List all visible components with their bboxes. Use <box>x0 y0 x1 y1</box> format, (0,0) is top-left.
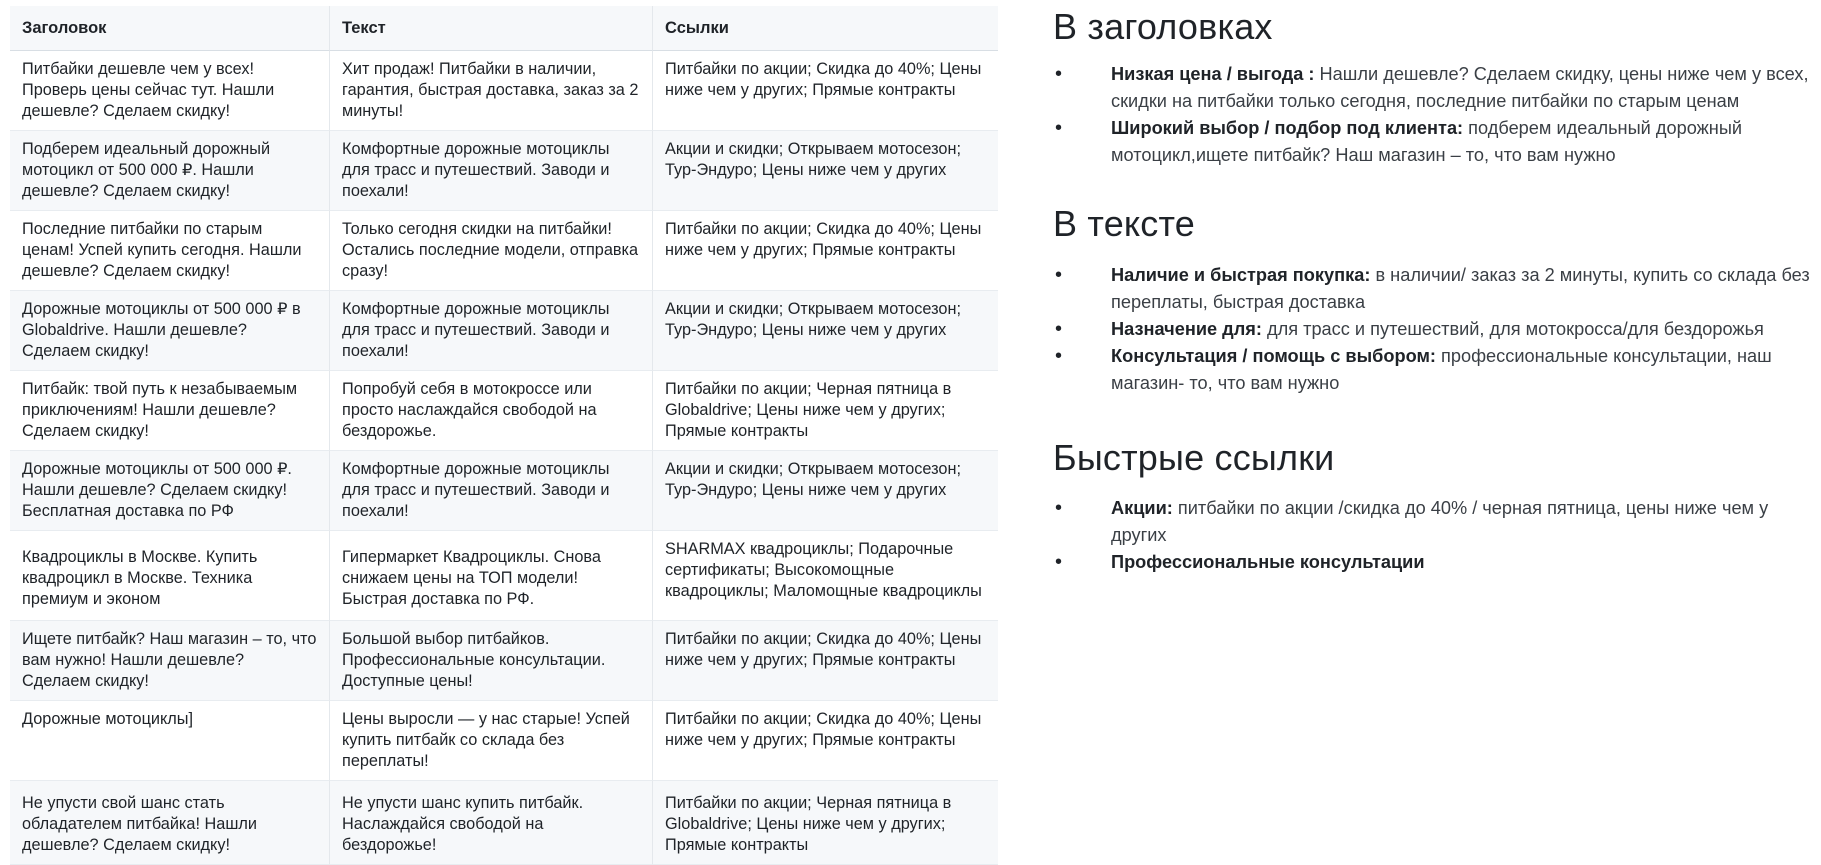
bullet-icon: • <box>1055 551 1063 573</box>
list-item <box>1053 115 1821 169</box>
item-label: Профессиональные консультации <box>1111 552 1425 572</box>
item-text: профессиональные консультации, наш магазин- то, что вам нужно <box>1111 346 1772 393</box>
bullet-icon: • <box>1055 63 1063 85</box>
section-heading-headlines: В заголовках <box>1053 6 1273 47</box>
cell-links: Питбайки по акции; Скидка до 40%; Цены ниже чем у других; Прямые контракты <box>653 621 998 701</box>
table-row <box>10 781 998 865</box>
item-label: Акции: <box>1111 498 1173 518</box>
cell-links: Акции и скидки; Открываем мотосезон; Тур-Эндуро; Цены ниже чем у других <box>653 451 998 531</box>
cell-title: Дорожные мотоциклы от 500 000 ₽ в Globaldrive. Нашли дешевле? Сделаем скидку! <box>10 291 330 371</box>
item-text: для трасс и путешествий, для мотокросса/для бездорожья <box>1261 319 1764 339</box>
table-row <box>10 291 998 371</box>
section-list-headlines <box>1053 61 1821 169</box>
cell-title: Ищете питбайк? Наш магазин – то, что вам нужно! Нашли дешевле? Сделаем скидку! <box>10 621 330 701</box>
item-label: Консультация / помощь с выбором: <box>1111 346 1436 366</box>
table-row <box>10 451 998 531</box>
cell-title: Дорожные мотоциклы] <box>10 701 330 781</box>
column-header-title: Заголовок <box>10 6 330 51</box>
bullet-icon: • <box>1055 264 1063 286</box>
cell-title: Питбайки дешевле чем у всех! Проверь цены сейчас тут. Нашли дешевле? Сделаем скидку! <box>10 51 330 131</box>
cell-links: Питбайки по акции; Скидка до 40%; Цены ниже чем у других; Прямые контракты <box>653 211 998 291</box>
cell-links: Питбайки по акции; Черная пятница в Globaldrive; Цены ниже чем у других; Прямые контракты <box>653 781 998 865</box>
cell-text: Большой выбор питбайков. Профессиональные консультации. Доступные цены! <box>330 621 653 701</box>
table-row <box>10 131 998 211</box>
cell-text: Не упусти шанс купить питбайк. Наслаждайся свободой на бездорожье! <box>330 781 653 865</box>
cell-text: Комфортные дорожные мотоциклы для трасс и путешествий. Заводи и поехали! <box>330 451 653 531</box>
list-item <box>1053 61 1821 115</box>
table-row <box>10 531 998 621</box>
item-label: Наличие и быстрая покупка: <box>1111 265 1371 285</box>
cell-title: Не упусти свой шанс стать обладателем питбайка! Нашли дешевле? Сделаем скидку! <box>10 781 330 865</box>
cell-title: Дорожные мотоциклы от 500 000 ₽. Нашли дешевле? Сделаем скидку! Бесплатная доставка по РФ <box>10 451 330 531</box>
table-row <box>10 701 998 781</box>
bullet-icon: • <box>1055 497 1063 519</box>
item-label: Широкий выбор / подбор под клиента: <box>1111 118 1464 138</box>
table-row <box>10 51 998 131</box>
item-label: Назначение для: <box>1111 319 1262 339</box>
bullet-icon: • <box>1055 117 1063 139</box>
item-text: Нашли дешевле? Сделаем скидку, цены ниже чем у всех, скидки на питбайки только сегодня, последние питбайки по старым ценам <box>1111 64 1809 111</box>
cell-text: Комфортные дорожные мотоциклы для трасс и путешествий. Заводи и поехали! <box>330 291 653 371</box>
ads-table-wrapper <box>10 6 998 865</box>
list-item <box>1053 495 1821 549</box>
section-heading-quick-links: Быстрые ссылки <box>1053 437 1335 478</box>
bullet-icon: • <box>1055 318 1063 340</box>
cell-links: Акции и скидки; Открываем мотосезон; Тур-Эндуро; Цены ниже чем у других <box>653 291 998 371</box>
list-item <box>1053 343 1821 397</box>
cell-text: Гипермаркет Квадроциклы. Снова снижаем цены на ТОП модели! Быстрая доставка по РФ. <box>330 531 653 621</box>
cell-title: Последние питбайки по старым ценам! Успей купить сегодня. Нашли дешевле? Сделаем скидку! <box>10 211 330 291</box>
section-heading-text: В тексте <box>1053 203 1195 244</box>
section-list-text <box>1053 262 1821 397</box>
cell-links: Питбайки по акции; Скидка до 40%; Цены ниже чем у других; Прямые контракты <box>653 51 998 131</box>
table-row <box>10 211 998 291</box>
item-text: в наличии/ заказ за 2 минуты, купить со склада без переплаты, быстрая доставка <box>1111 265 1810 312</box>
cell-title: Питбайк: твой путь к незабываемым приключениям! Нашли дешевле? Сделаем скидку! <box>10 371 330 451</box>
cell-text: Цены выросли — у нас старые! Успей купить питбайк со склада без переплаты! <box>330 701 653 781</box>
table-header-row <box>10 6 998 51</box>
cell-links: Питбайки по акции; Скидка до 40%; Цены ниже чем у других; Прямые контракты <box>653 701 998 781</box>
table-row <box>10 371 998 451</box>
bullet-icon: • <box>1055 345 1063 367</box>
list-item <box>1053 316 1821 343</box>
ads-table <box>10 6 998 865</box>
item-label: Низкая цена / выгода : <box>1111 64 1315 84</box>
cell-title: Квадроциклы в Москве. Купить квадроцикл в Москве. Техника премиум и эконом <box>10 531 330 621</box>
cell-links: Акции и скидки; Открываем мотосезон; Тур-Эндуро; Цены ниже чем у других <box>653 131 998 211</box>
cell-links: SHARMAX квадроциклы; Подарочные сертификаты; Высокомощные квадроциклы; Маломощные квадроциклы <box>653 531 998 621</box>
table-row <box>10 621 998 701</box>
cell-title: Подберем идеальный дорожный мотоцикл от 500 000 ₽. Нашли дешевле? Сделаем скидку! <box>10 131 330 211</box>
cell-text: Хит продаж! Питбайки в наличии, гарантия, быстрая доставка, заказ за 2 минуты! <box>330 51 653 131</box>
item-text: подберем идеальный дорожный мотоцикл,ищете питбайк? Наш магазин – то, что вам нужно <box>1111 118 1743 165</box>
item-text: питбайки по акции /скидка до 40% / черная пятница, цены ниже чем у других <box>1111 498 1769 545</box>
cell-text: Только сегодня скидки на питбайки! Остались последние модели, отправка сразу! <box>330 211 653 291</box>
cell-links: Питбайки по акции; Черная пятница в Globaldrive; Цены ниже чем у других; Прямые контракты <box>653 371 998 451</box>
cell-text: Комфортные дорожные мотоциклы для трасс и путешествий. Заводи и поехали! <box>330 131 653 211</box>
section-list-quick-links <box>1053 495 1821 576</box>
column-header-links: Ссылки <box>653 6 998 51</box>
column-header-text: Текст <box>330 6 653 51</box>
cell-text: Попробуй себя в мотокроссе или просто наслаждайся свободой на бездорожье. <box>330 371 653 451</box>
list-item <box>1053 262 1821 316</box>
list-item <box>1053 549 1821 576</box>
